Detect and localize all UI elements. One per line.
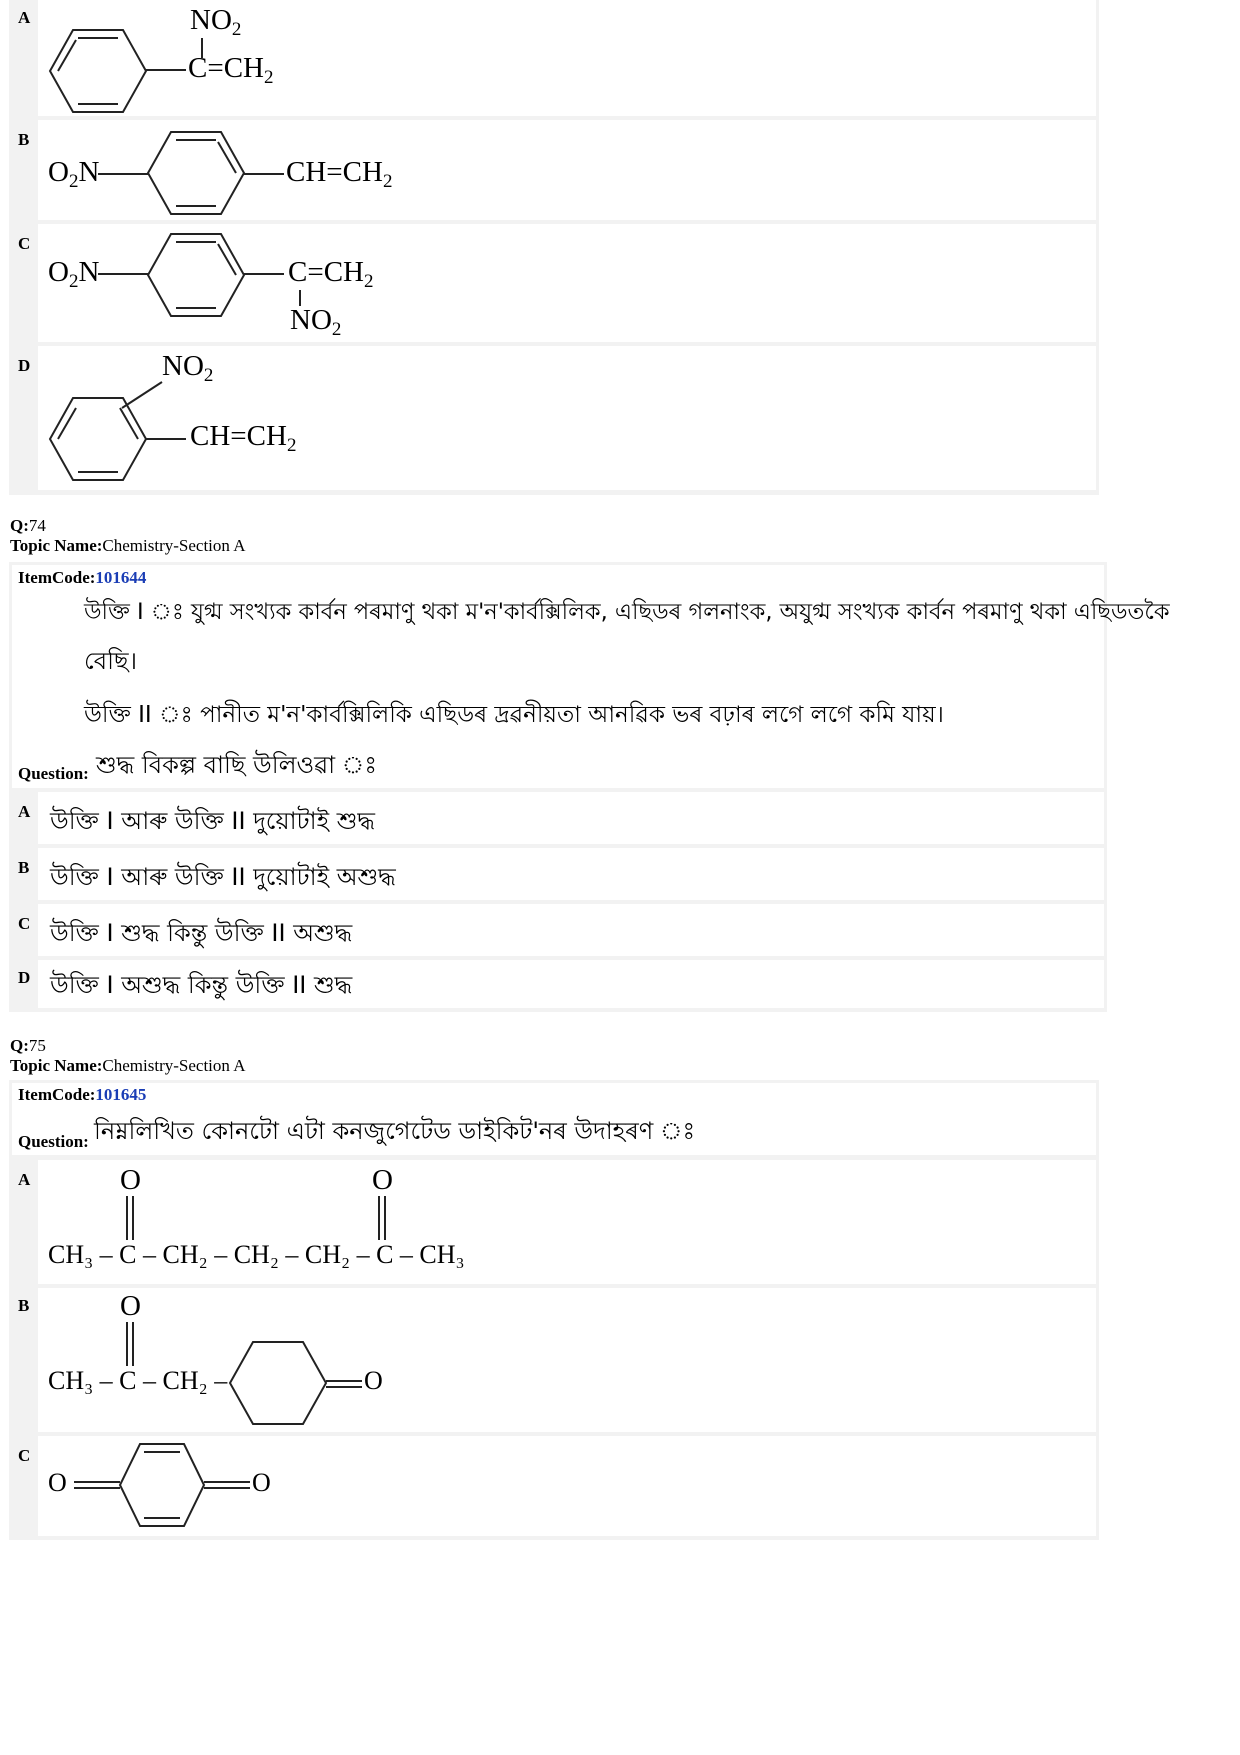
q74-option-d-letter: D (18, 968, 31, 987)
carbonyl-o-2: O (372, 1164, 393, 1196)
bond-d-right (146, 437, 186, 441)
bond-b-left (98, 172, 148, 176)
q74-option-a-text: উক্তি I আৰু উক্তি II দুয়োটাই শুদ্ধ (50, 807, 375, 835)
vinyl-group-a: $C=CH_2$ (188, 52, 274, 88)
q74-header: Q:74 Topic Name:Chemistry-Section A (10, 516, 246, 555)
nitro-group-b: $O_2N$ (48, 156, 100, 192)
chain-b: CH₃ – C – CH₂ – (48, 1366, 228, 1395)
double-bond-b (124, 1322, 136, 1366)
q75-itemcode: ItemCode:101645 (18, 1085, 147, 1104)
diketone-chain-a: CH₃ – C – CH₂ – CH₂ – CH₂ – C – CH₃ (48, 1240, 465, 1269)
q75-question-label: Question: (18, 1132, 89, 1151)
quinone-bond-right (204, 1479, 250, 1491)
q74-statement-1-line-1: উক্তি I ঃ যুগ্ম সংখ্যক কাৰ্বন পৰমাণু থকা ম'ন'কাৰ্বক্সিলিক, এছিডৰ গলনাংক, অযুগ্ম সংখ্যক কাৰ্বন পৰমাণু থকা এছিডতকৈ (84, 599, 1170, 625)
quinone-o-left: O (48, 1468, 67, 1497)
q75-question-text: নিম্নলিখিত কোনটো এটা কনজুগেটেড ডাইকিট'নৰ উদাহৰণ ঃ (94, 1117, 696, 1145)
benzene-ring-b (146, 130, 246, 216)
q74-option-d-text: উক্তি I অশুদ্ধ কিন্তু উক্তি II শুদ্ধ (50, 971, 353, 999)
prev-option-d-letter: D (18, 356, 31, 375)
benzene-ring-d (48, 396, 148, 482)
q74-option-a-letter: A (18, 802, 31, 821)
quinone-ring (118, 1442, 206, 1528)
benzene-ring-c (146, 232, 246, 318)
vinyl-group-b: $CH=CH_2$ (286, 156, 393, 192)
vinyl-group-c: $C=CH_2$ (288, 256, 374, 292)
nitro-group-c-bottom: $NO_2$ (290, 304, 342, 340)
prev-option-a-letter: A (18, 8, 31, 27)
bond-c-left (98, 272, 148, 276)
quinone-o-right: O (252, 1468, 271, 1497)
q75-option-a-letter: A (18, 1170, 31, 1189)
q74-statement-2: উক্তি II ঃ পানীত ম'ন'কাৰ্বক্সিলিকি এছিডৰ দ্ৰৱনীয়তা আনৱিক ভৰ বঢ়াৰ লগে লগে কমি যায়। (84, 702, 944, 728)
nitro-group-a: $NO_2$ (190, 4, 242, 40)
carbonyl-o-1: O (120, 1164, 141, 1196)
double-bond-a-2 (376, 1196, 388, 1240)
cyclohexane-ring-b (228, 1340, 332, 1426)
q74-option-b-letter: B (18, 858, 30, 877)
q74-question-label: Question: (18, 764, 89, 783)
benzene-ring-a (48, 28, 148, 114)
nitro-group-c: $O_2N$ (48, 256, 100, 292)
nitro-group-d: $NO_2$ (162, 350, 214, 386)
q75-header: Q:75 Topic Name:Chemistry-Section A (10, 1036, 246, 1075)
q75-option-b-cell[interactable] (38, 1288, 1096, 1432)
q74-option-c-text: উক্তি I শুদ্ধ কিন্তু উক্তি II অশুদ্ধ (50, 919, 353, 947)
bond-a (146, 68, 186, 72)
ring-carbonyl-bond-b (326, 1378, 362, 1390)
q74-option-c-letter: C (18, 914, 31, 933)
q74-statement-1-line-2: বেছি। (84, 647, 138, 675)
bond-c-right (244, 272, 284, 276)
q74-question-text: শুদ্ধ বিকল্প বাছি উলিওৱা ঃ (96, 751, 378, 779)
vinyl-group-d: $CH=CH_2$ (190, 420, 297, 456)
prev-option-b-letter: B (18, 130, 30, 149)
q74-option-b-text: উক্তি I আৰু উক্তি II দুয়োটাই অশুদ্ধ (50, 863, 396, 891)
q75-option-b-letter: B (18, 1296, 30, 1315)
ring-carbonyl-o-b: O (364, 1366, 383, 1395)
prev-option-c-letter: C (18, 234, 31, 253)
q75-option-c-letter: C (18, 1446, 31, 1465)
carbonyl-o-b: O (120, 1290, 141, 1322)
double-bond-a-1 (124, 1196, 136, 1240)
quinone-bond-left (74, 1479, 120, 1491)
bond-b-right (244, 172, 284, 176)
q74-itemcode: ItemCode:101644 (18, 568, 147, 587)
